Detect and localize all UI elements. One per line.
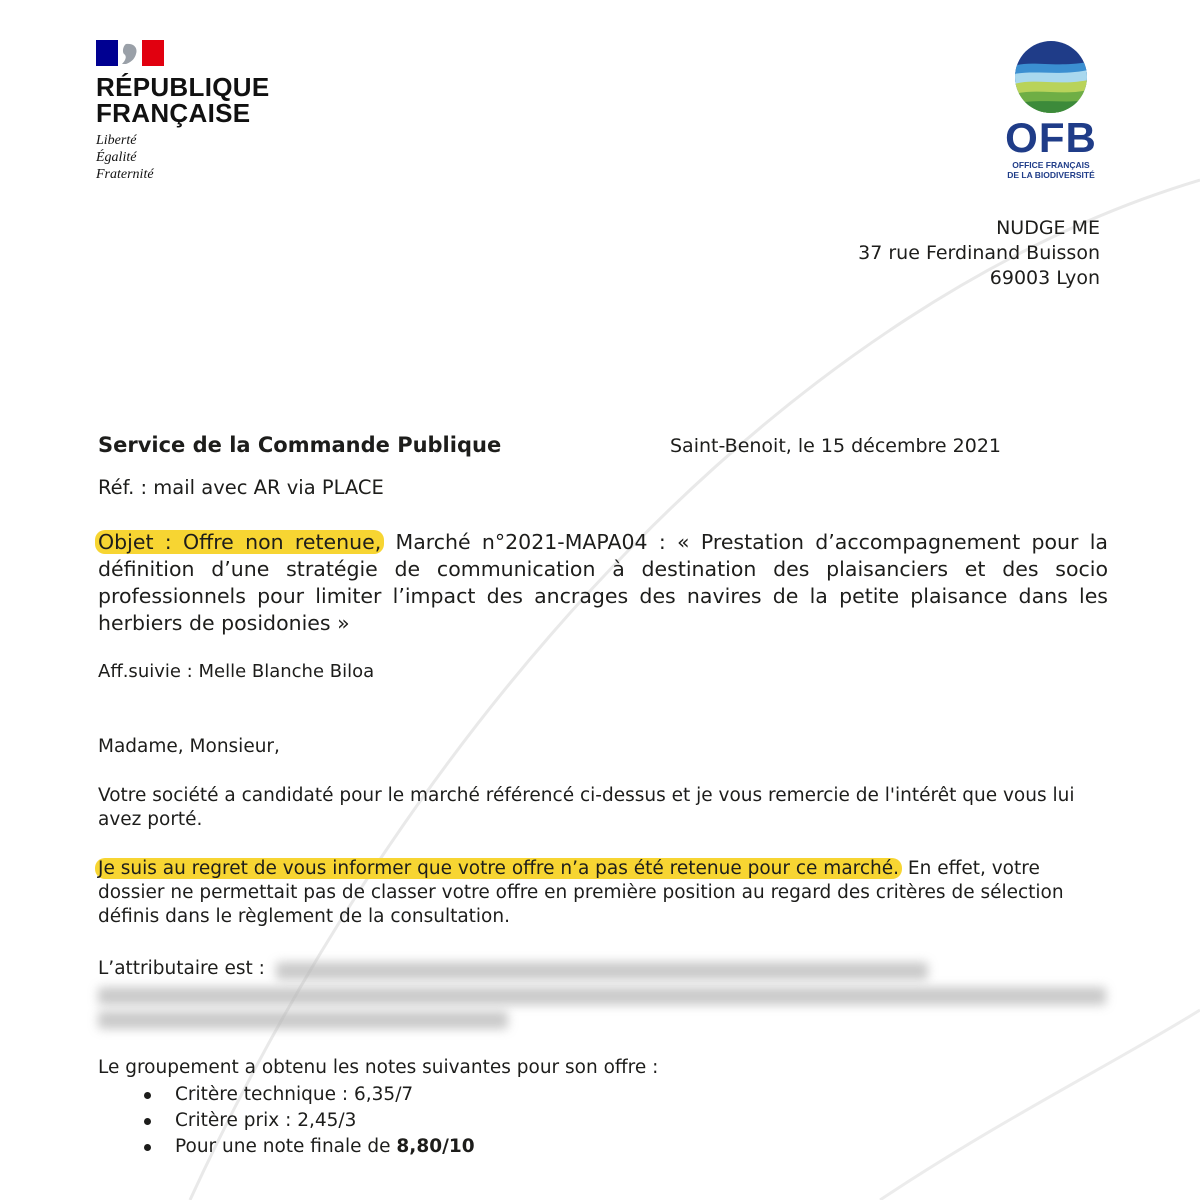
recipient-address [858, 216, 1100, 291]
marianne-flag-icon [96, 40, 164, 66]
ofb-logo [994, 40, 1108, 180]
notes-intro: Le groupement a obtenu les notes suivantes pour son offre : [98, 1057, 659, 1078]
motto-liberte: Liberté [96, 133, 137, 148]
ofb-name-line1: OFFICE FRANÇAIS [1012, 160, 1090, 170]
ofb-landscape-icon [1014, 40, 1088, 114]
sender-service: Service de la Commande Publique [98, 433, 502, 457]
motto-egalite: Égalité [96, 150, 137, 165]
republique-francaise-logo [96, 40, 269, 183]
ofb-name-line2: DE LA BIODIVERSITÉ [1007, 170, 1095, 180]
objet-paragraph [98, 529, 1108, 637]
redacted-attributaire-line2 [98, 987, 1106, 1005]
salutation: Madame, Monsieur, [98, 736, 280, 757]
rejection-text: En effet, votre dossier ne permettait pas de classer votre offre en première position au regard des critères de sélection définis dans le règlement de la consultation. [98, 858, 1064, 927]
affaire-suivie: Aff.suivie : Melle Blanche Biloa [98, 661, 375, 682]
redacted-attributaire-line3 [98, 1011, 508, 1029]
paragraph-rejection [98, 857, 1102, 929]
paragraph-candidature: Votre société a candidaté pour le marché référencé ci-dessus et je vous remercie de l'intérêt que vous lui avez porté. [98, 785, 1075, 830]
note-finale: Pour une note finale de 8,80/10 [98, 1134, 475, 1160]
recipient-city: 69003 Lyon [989, 267, 1100, 289]
notes-list [98, 1082, 475, 1160]
francaise-line: FRANÇAISE [96, 98, 251, 128]
ofb-acronym: OFB [1005, 114, 1097, 161]
objet-highlight: Objet : Offre non retenue, [95, 530, 384, 554]
recipient-name: NUDGE ME [996, 217, 1100, 239]
republique-line: RÉPUBLIQUE [96, 72, 270, 102]
attributaire-label: L’attributaire est : [98, 958, 265, 979]
objet-text: Marché n°2021-MAPA04 : « Prestation d’accompagnement pour la définition d’une stratégie de communication à destination des plaisanciers et des socio professionnels pour limiter l’impact des ancrages des navires de la petite plaisance dans les herbiers de posidonies » [98, 530, 1108, 635]
republic-motto [96, 132, 269, 183]
recipient-street: 37 rue Ferdinand Buisson [858, 242, 1100, 264]
final-score: 8,80/10 [396, 1136, 475, 1157]
reference-line: Réf. : mail avec AR via PLACE [98, 476, 384, 499]
place-date: Saint-Benoit, le 15 décembre 2021 [670, 435, 1002, 457]
rejection-highlight: Je suis au regret de vous informer que votre offre n’a pas été retenue pour ce marché. [95, 858, 902, 879]
note-prix: Critère prix : 2,45/3 [98, 1108, 475, 1134]
note-technique: Critère technique : 6,35/7 [98, 1082, 475, 1108]
motto-fraternite: Fraternité [96, 167, 154, 182]
redacted-attributaire-line1 [276, 962, 928, 980]
